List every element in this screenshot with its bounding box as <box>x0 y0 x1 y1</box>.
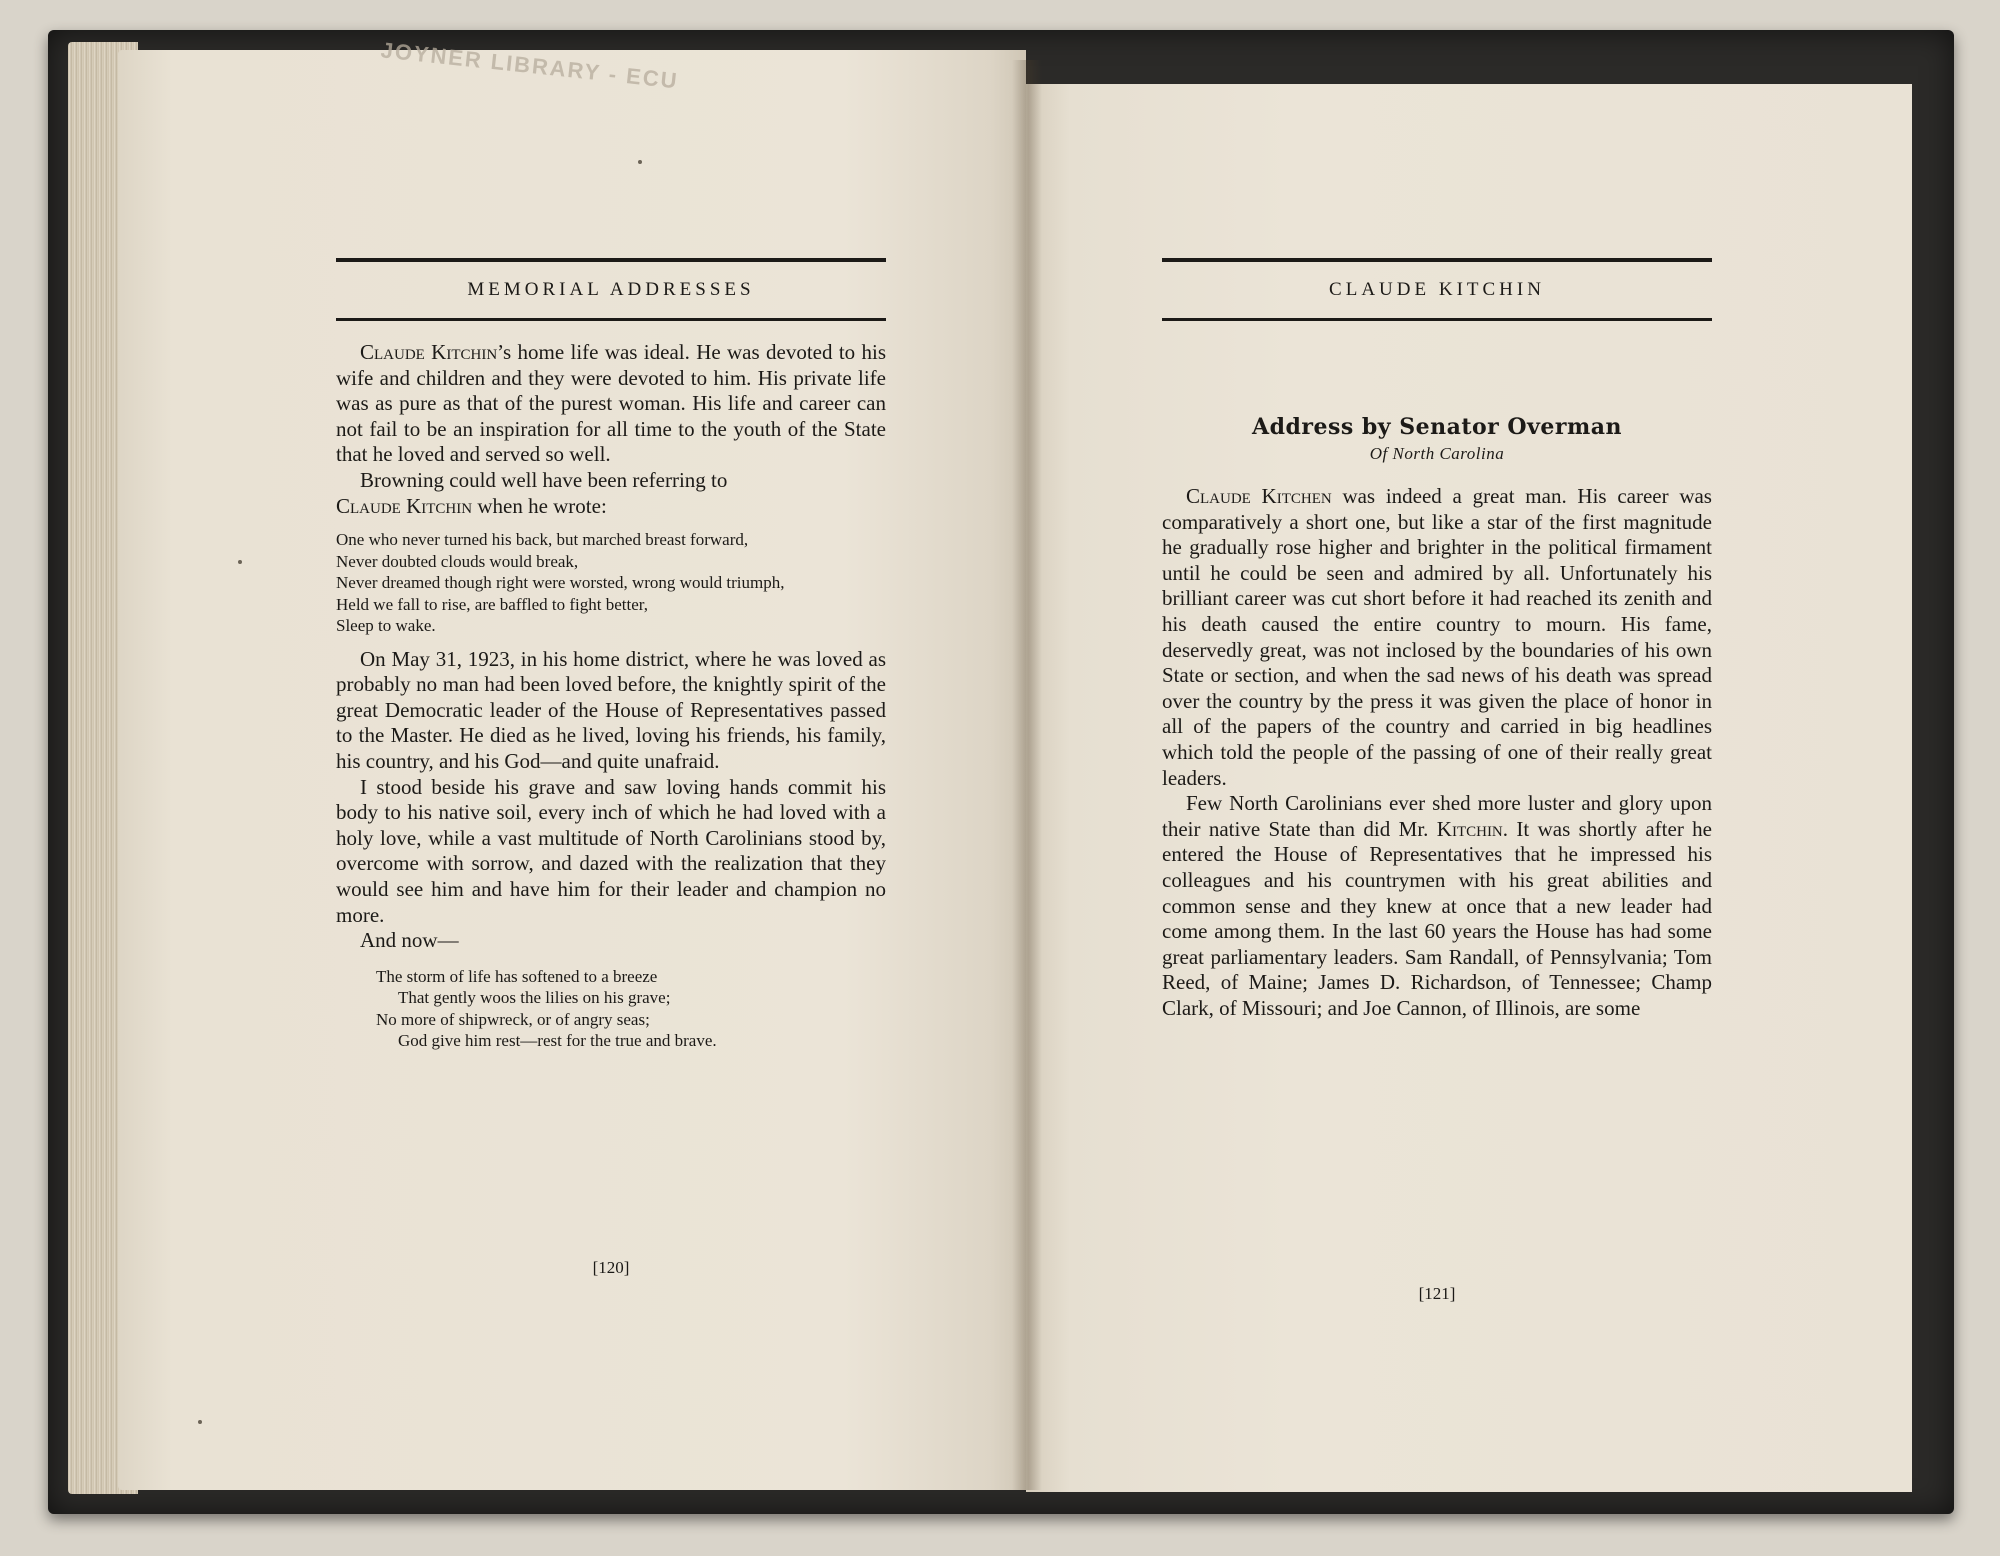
paragraph: Claude Kitchin’s home life was ideal. He was devoted to his wife and children and they were devoted to him. His private life was as pure as that of the purest woman. His life and career can not fail to be an inspiration for all time to the youth of the State that he loved and served so well. <box>336 340 886 467</box>
page-number: [121] <box>1418 1284 1456 1303</box>
paragraph: Claude Kitchen was indeed a great man. His career was comparatively a short one, but like a star of the first magnitude he gradually rose higher and brighter in the political firmament until he could be seen and admired by all. Unfortunately his brilliant career was cut short before it had reached its zenith and his death caused the entire country to mourn. His fame, deservedly great, was not inclosed by the boundaries of his own State or section, and when the sad news of his death was spread over the country by the press it was given the place of honor in all of the papers of the country and carried in big headlines which told the people of the passing of one of their really great leaders. <box>1162 484 1712 790</box>
paragraph: On May 31, 1923, in his home district, where he was loved as probably no man had been loved before, the knightly spirit of the great Democratic leader of the House of Representatives passed to the Master. He died as he lived, loving his friends, his family, his country, and his God—and quite unafraid. <box>336 646 886 774</box>
address-title-block <box>1162 414 1712 464</box>
paragraph: And now— <box>360 928 459 953</box>
poem-quote: One who never turned his back, but marched breast forward, Never doubted clouds would break, Never dreamed though right were worsted, wrong would triumph, Held we fall to rise, are baffled to fight better, Sleep to wake. <box>336 530 785 636</box>
right-body-text <box>1162 484 1712 1021</box>
poem-quote: The storm of life has softened to a breeze That gently woos the lilies on his grave; No more of shipwreck, or of angry seas; God give him rest—rest for the true and brave. <box>376 966 717 1051</box>
paragraph: Few North Carolinians ever shed more luster and glory upon their native State than did Mr. Kitchin. It was shortly after he entered the House of Representatives that he impressed his colleagues and his countrymen with his great abilities and common sense and they knew at once that a new leader had come among them. In the last 60 years the House has had some great parliamentary leaders. Sam Randall, of Pennsylvania; Tom Reed, of Maine; James D. Richardson, of Tennessee; Champ Clark, of Missouri; and Joe Cannon, of Illinois, are some <box>1162 791 1713 1020</box>
speck <box>638 160 642 164</box>
address-title: Address by Senator Overman <box>1252 414 1622 440</box>
page-number: [120] <box>592 1258 630 1277</box>
library-edge-stamp: JOYNER LIBRARY - ECU <box>379 37 680 94</box>
left-body-text <box>336 340 886 1052</box>
paragraph: I stood beside his grave and saw loving hands commit his body to his native soil, every inch of which he had loved with a holy love, while a vast multitude of North Carolinians stood by, overcome with sorrow, and dazed with the realization that they would see him and have him for their leader and champion no more. <box>336 774 886 927</box>
speck <box>238 560 242 564</box>
book-gutter <box>1012 60 1042 1490</box>
right-running-header: CLAUDE KITCHIN <box>1162 258 1712 321</box>
address-subtitle: Of North Carolina <box>1369 444 1505 463</box>
paragraph: Browning could well have been referring to Claude Kitchin when he wrote: <box>336 467 728 518</box>
left-page <box>118 50 1026 1490</box>
speck <box>198 1420 202 1424</box>
left-running-header: MEMORIAL ADDRESSES <box>336 258 886 321</box>
right-page <box>1026 84 1912 1492</box>
